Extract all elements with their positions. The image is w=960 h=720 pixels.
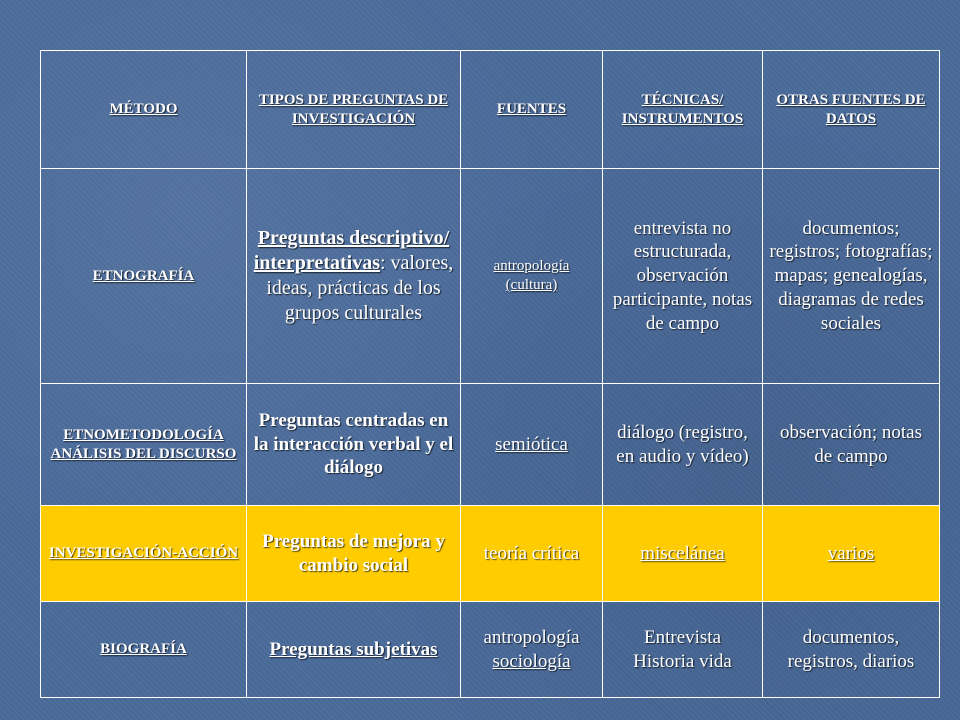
- header-tecnicas: TÉCNICAS/ INSTRUMENTOS: [603, 51, 763, 169]
- question-cell: Preguntas descriptivo/ interpretativas: valores, ideas, prácticas de los grupos culturales: [247, 169, 461, 384]
- source-cell: teoría crítica: [461, 506, 603, 602]
- method-cell: INVESTIGACIÓN-ACCIÓN: [41, 506, 247, 602]
- source-cell: antropología (cultura): [461, 169, 603, 384]
- methods-table: [40, 50, 940, 698]
- other-sources-cell: documentos; registros; fotografías; mapas; genealogías, diagramas de redes sociales: [763, 169, 940, 384]
- method-line: ETNOMETODOLOGÍA: [63, 426, 224, 443]
- method-cell: [41, 384, 247, 506]
- table-row: [41, 384, 940, 506]
- method-cell: ETNOGRAFÍA: [41, 169, 247, 384]
- technique-cell: miscelánea: [603, 506, 763, 602]
- source-line: antropología: [483, 626, 580, 648]
- other-sources-cell: varios: [763, 506, 940, 602]
- source-cell: semiótica: [461, 384, 603, 506]
- header-fuentes: FUENTES: [461, 51, 603, 169]
- header-row: [41, 51, 940, 169]
- question-cell: Preguntas subjetivas: [247, 602, 461, 698]
- table-row-highlighted: [41, 506, 940, 602]
- question-cell: Preguntas centradas en la interacción verbal y el diálogo: [247, 384, 461, 506]
- method-cell: BIOGRAFÍA: [41, 602, 247, 698]
- technique-line: Historia vida: [633, 650, 732, 672]
- question-cell: Preguntas de mejora y cambio social: [247, 506, 461, 602]
- technique-cell: [603, 602, 763, 698]
- table-row: [41, 602, 940, 698]
- other-sources-cell: documentos, registros, diarios: [763, 602, 940, 698]
- technique-cell: diálogo (registro, en audio y vídeo): [603, 384, 763, 506]
- source-cell: [461, 602, 603, 698]
- technique-line: Entrevista: [643, 626, 722, 648]
- header-metodo: MÉTODO: [41, 51, 247, 169]
- header-otras: OTRAS FUENTES DE DATOS: [763, 51, 940, 169]
- source-line: sociología: [492, 650, 571, 672]
- technique-cell: entrevista no estructurada, observación participante, notas de campo: [603, 169, 763, 384]
- other-sources-cell: observación; notas de campo: [763, 384, 940, 506]
- table-row: [41, 169, 940, 384]
- header-tipos: TIPOS DE PREGUNTAS DE INVESTIGACIÓN: [247, 51, 461, 169]
- method-line: ANÁLISIS DEL DISCURSO: [50, 445, 237, 462]
